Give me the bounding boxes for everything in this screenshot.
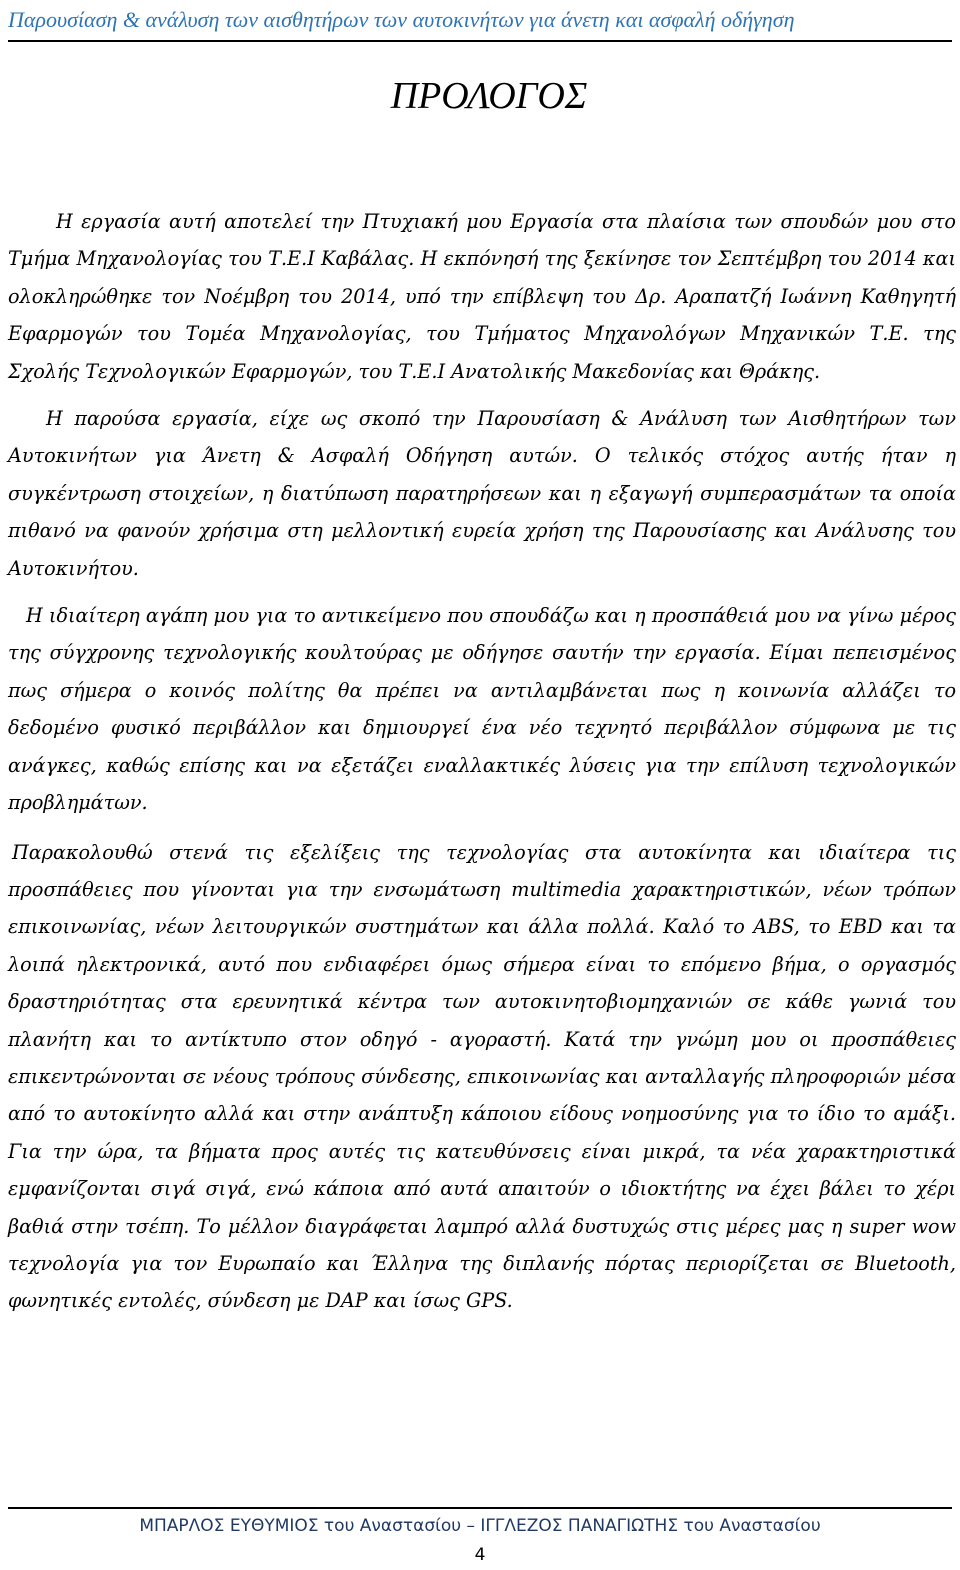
running-header-title: Παρουσίαση & ανάλυση των αισθητήρων των αυτοκινήτων για άνετη και ασφαλή οδήγηση [8, 7, 795, 32]
footer-authors: ΜΠΑΡΛΟΣ ΕΥΘΥΜΙΟΣ του Αναστασίου – ΙΓΓΛΕΖΟΣ ΠΑΝΑΓΙΩΤΗΣ του Αναστασίου [139, 1516, 821, 1536]
preface-body [8, 203, 956, 1320]
paragraph-4: Παρακολουθώ στενά τις εξελίξεις της τεχνολογίας στα αυτοκίνητα και ιδιαίτερα τις προσπάθειες που γίνονται για την ενσωμάτωση multimedia χαρακτηριστικών, νέων τρόπων επικοινωνίας, νέων λειτουργικών συστημάτων και άλλα πολλά. Καλό το ABS, το EBD και τα λοιπά ηλεκτρονικά, αυτό που ενδιαφέρει όμως σήμερα είναι το επόμενο βήμα, ο οργασμός δραστηριότητας στα ερευνητικά κέντρα των αυτοκινητοβιομηχανιών σε κάθε γωνιά του πλανήτη και το αντίκτυπο στον οδηγό - αγοραστή. Κατά την γνώμη μου οι προσπάθειες επικεντρώνονται σε νέους τρόπους σύνδεσης, επικοινωνίας και ανταλλαγής πληροφοριών μέσα από το αυτοκίνητο αλλά και στην ανάπτυξη κάποιου είδους νοημοσύνης για το ίδιο το αμάξι. Για την ώρα, τα βήματα προς αυτές τις κατευθύνσεις είναι μικρά, τα νέα χαρακτηριστικά εμφανίζονται σιγά σιγά, ενώ κάποια από αυτά απαιτούν ο ιδιοκτήτης να έχει βάλει το χέρι βαθιά στην τσέπη. Το μέλλον διαγράφεται λαμπρό αλλά δυστυχώς στις μέρες μας η super wow τεχνολογία για τον Ευρωπαίο και Έλληνα της διπλανής πόρτας περιορίζεται σε Bluetooth, φωνητικές εντολές, σύνδεση με DAP και ίσως GPS. [8, 840, 956, 1313]
page-number: 4 [474, 1545, 486, 1565]
paragraph-3: Η ιδιαίτερη αγάπη μου για το αντικείμενο που σπουδάζω και η προσπάθειά μου να γίνω μέρος της σύγχρονης τεχνολογικής κουλτούρας με οδήγησε σαυτήν την εργασία. Είμαι πεπεισμένος πως σήμερα ο κοινός πολίτης θα πρέπει να αντιλαμβάνεται πως η κοινωνία αλλάζει το δεδομένο φυσικό περιβάλλον και δημιουργεί ένα νέο τεχνητό περιβάλλον σύμφωνα με τις ανάγκες, καθώς επίσης και να εξετάζει εναλλακτικές λύσεις για την επίλυση τεχνολογικών προβλημάτων. [8, 604, 956, 815]
footer-divider [8, 1507, 952, 1509]
paragraph-2: Η παρούσα εργασία, είχε ως σκοπό την Παρουσίαση & Ανάλυση των Αισθητήρων των Αυτοκινήτων για Άνετη & Ασφαλή Οδήγηση αυτών. Ο τελικός στόχος αυτής ήταν η συγκέντρωση στοιχείων, η διατύπωση παρατηρήσεων και η εξαγωγή συμπερασμάτων τα οποία πιθανό να φανούν χρήσιμα στη μελλοντική ευρεία χρήση της Παρουσίασης και Ανάλυσης του Αυτοκινήτου. [8, 407, 956, 580]
page-title: ΠΡΟΛΟΓΟΣ [390, 75, 588, 117]
running-header [8, 4, 952, 42]
paragraph-1: Η εργασία αυτή αποτελεί την Πτυχιακή μου Εργασία στα πλαίσια των σπουδών μου στο Τμήμα Μηχανολογίας του Τ.Ε.Ι Καβάλας. Η εκπόνησή της ξεκίνησε τον Σεπτέμβρη του 2014 και ολοκληρώθηκε τον Νοέμβρη του 2014, υπό την επίβλεψη του Δρ. Αραπατζή Ιωάννη Καθηγητή Εφαρμογών του Τομέα Μηχανολογίας, του Τμήματος Μηχανολόγων Μηχανικών Τ.Ε. της Σχολής Τεχνολογικών Εφαρμογών, του Τ.Ε.Ι Ανατολικής Μακεδονίας και Θράκης. [8, 210, 956, 383]
